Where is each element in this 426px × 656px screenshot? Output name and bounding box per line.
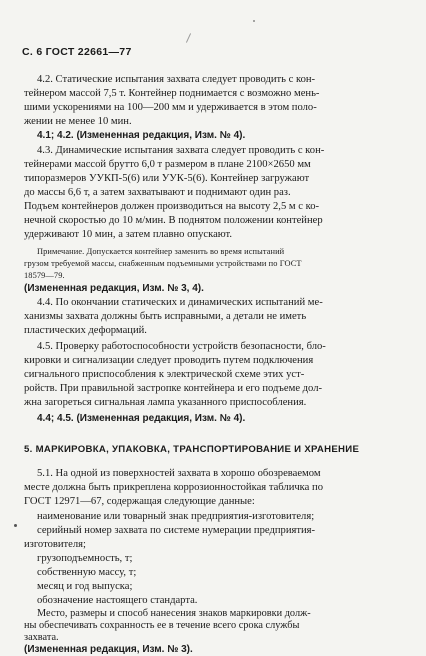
scan-speck bbox=[186, 33, 191, 42]
text-line: жна загореться сигнальная лампа указанного приспособления. bbox=[24, 397, 307, 408]
text-line: тейнерами массой брутто 6,0 т размером в плане 2100×2650 мм bbox=[24, 159, 311, 170]
text-line: удерживают 10 мин, а затем плавно опускают. bbox=[24, 229, 233, 240]
text-line: типоразмеров УУКП-5(6) или УУК-5(6). Контейнер загружают bbox=[24, 173, 310, 184]
note-line: Примечание. Допускается контейнер заменить во время испытаний bbox=[37, 247, 285, 256]
text-line: 4.2. Статические испытания захвата следует проводить с кон- bbox=[37, 74, 316, 85]
list-item: серийный номер захвата по системе нумерации предприятия- bbox=[37, 525, 316, 536]
text-line: месте должна быть прикреплена коррозионностойкая табличка по bbox=[24, 482, 323, 493]
text-line: шими ускорениями на 100—200 мм и удерживается в этом поло- bbox=[24, 102, 317, 113]
note-line: 18579—79. bbox=[24, 271, 65, 280]
text-line: до массы 6,6 т, а затем захватывают и поднимают один раз. bbox=[24, 187, 291, 198]
text-line: ройств. При правильной застропке контейнера и его подъеме дол- bbox=[24, 383, 323, 394]
list-item: обозначение настоящего стандарта. bbox=[37, 595, 198, 606]
text-line: нечной скоростью до 10 м/мин. В поднятом положении контейнер bbox=[24, 215, 323, 226]
text-line: 4.5. Проверку работоспособности устройств безопасности, бло- bbox=[37, 341, 326, 352]
page-header: С. 6 ГОСТ 22661—77 bbox=[22, 46, 132, 58]
amendment-note: 4.4; 4.5. (Измененная редакция, Изм. № 4). bbox=[37, 413, 246, 424]
text-line: тейнером массой 7,5 т. Контейнер поднимается с возможно мень- bbox=[24, 88, 320, 99]
scan-speck bbox=[14, 524, 17, 527]
list-item: грузоподъемность, т; bbox=[37, 553, 133, 564]
list-item: собственную массу, т; bbox=[37, 567, 137, 578]
text-line: кировки и сигнализации следует проводить путем подключения bbox=[24, 355, 314, 366]
text-line: жении не менее 10 мин. bbox=[24, 116, 132, 127]
amendment-note: (Измененная редакция, Изм. № 3). bbox=[24, 644, 193, 655]
text-line: 4.3. Динамические испытания захвата следует проводить с кон- bbox=[37, 145, 325, 156]
text-line: 4.4. По окончании статических и динамических испытаний ме- bbox=[37, 297, 323, 308]
text-line: сигнального приспособления к электрической схеме этих уст- bbox=[24, 369, 305, 380]
text-line: пластических деформаций. bbox=[24, 325, 147, 336]
amendment-note: (Измененная редакция, Изм. № 3, 4). bbox=[24, 283, 204, 294]
text-line: ГОСТ 12971—67, содержащая следующие данные: bbox=[24, 496, 255, 507]
list-item: наименование или товарный знак предприятия-изготовителя; bbox=[37, 511, 315, 522]
text-line: ны обеспечивать сохранность ее в течение всего срока службы bbox=[24, 620, 300, 631]
scan-speck bbox=[253, 20, 255, 22]
note-line: грузом требуемой массы, снабженным подъемными устройствами по ГОСТ bbox=[24, 259, 302, 268]
list-item: изготовителя; bbox=[24, 539, 86, 550]
text-line: Подъем контейнеров должен производиться на высоту 2,5 м с ко- bbox=[24, 201, 320, 212]
list-item: месяц и год выпуска; bbox=[37, 581, 133, 592]
section-heading: 5. МАРКИРОВКА, УПАКОВКА, ТРАНСПОРТИРОВАНИЕ И ХРАНЕНИЕ bbox=[24, 444, 360, 455]
text-line: захвата. bbox=[24, 632, 59, 643]
amendment-note: 4.1; 4.2. (Измененная редакция, Изм. № 4). bbox=[37, 130, 246, 141]
text-line: ханизмы захвата должны быть исправными, а детали не иметь bbox=[24, 311, 307, 322]
text-line: 5.1. На одной из поверхностей захвата в хорошо обозреваемом bbox=[37, 468, 321, 479]
text-line: Место, размеры и способ нанесения знаков маркировки долж- bbox=[37, 608, 311, 619]
